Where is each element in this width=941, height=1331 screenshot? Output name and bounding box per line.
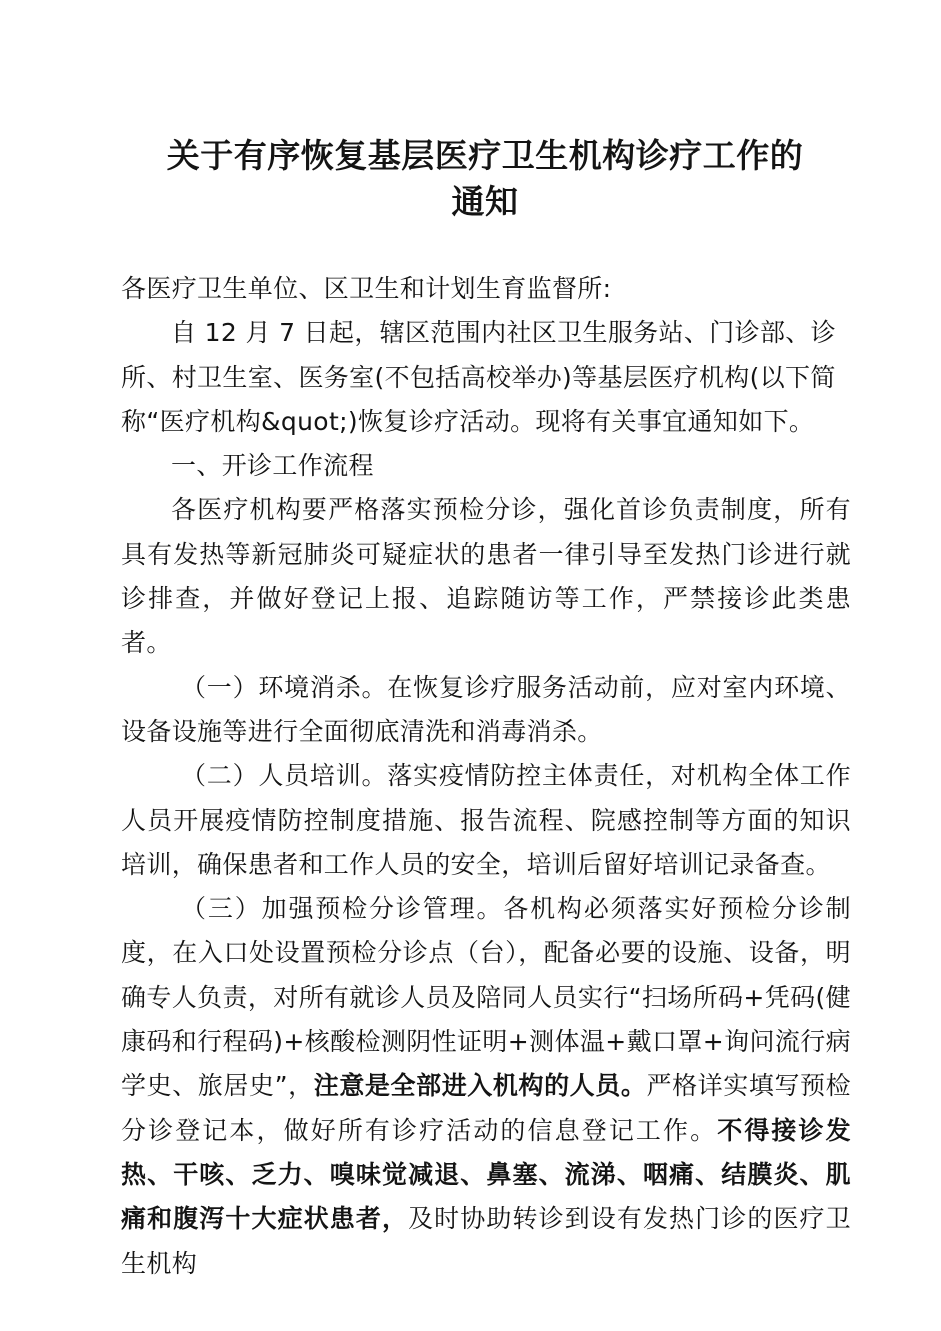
section-1-paragraph: 各医疗机构要严格落实预检分诊，强化首诊负责制度，所有具有发热等新冠肺炎可疑症状的患者一律引导至发热门诊进行就诊排查，并做好登记上报、追踪随访等工作，严禁接诊此类患者。 [121, 495, 851, 658]
item-3-bold-b: 不得接诊发热、干咳、乏力、嗅味觉减退、鼻塞、流涕、咽痛、结膜炎、肌痛和腹泻十大症状患者， [121, 1115, 851, 1234]
item-3-bold-a: 注意是全部进入机构的人员。 [313, 1071, 647, 1101]
item-3-paragraph [121, 887, 851, 1286]
document-body [121, 267, 851, 1286]
item-3-text-c: 及时协助转诊到设有发热门诊的医疗卫生机构 [121, 1204, 851, 1278]
salutation: 各医疗卫生单位、区卫生和计划生育监督所: [121, 274, 612, 303]
title-line-2: 通知 [451, 182, 519, 221]
item-3-text-b: 严格详实填写预检分诊登记本，做好所有诊疗活动的信息登记工作。 [121, 1071, 851, 1145]
item-1-paragraph: （一）环境消杀。在恢复诊疗服务活动前，应对室内环境、设备设施等进行全面彻底清洗和消毒消杀。 [121, 672, 851, 746]
title-line-1: 关于有序恢复基层医疗卫生机构诊疗工作的 [166, 136, 804, 175]
item-3-text-a: （三）加强预检分诊管理。各机构必须落实好预检分诊制度，在入口处设置预检分诊点（台），配备必要的设施、设备，明确专人负责，对所有就诊人员及陪同人员实行“扫场所码+凭码(健康码和行程码)+核酸检测阴性证明+测体温+戴口罩+询问流行病学史、旅居史”， [121, 894, 851, 1101]
document-title [120, 133, 850, 225]
section-1-heading: 一、开诊工作流程 [171, 451, 374, 481]
item-2-paragraph: （二）人员培训。落实疫情防控主体责任，对机构全体工作人员开展疫情防控制度措施、报告流程、院感控制等方面的知识培训，确保患者和工作人员的安全，培训后留好培训记录备查。 [121, 761, 851, 879]
intro-paragraph: 自 12 月 7 日起，辖区范围内社区卫生服务站、门诊部、诊所、村卫生室、医务室(不包括高校举办)等基层医疗机构(以下简称“医疗机构&quot;)恢复诊疗活动。现将有关事宜通知如下。 [121, 318, 837, 436]
